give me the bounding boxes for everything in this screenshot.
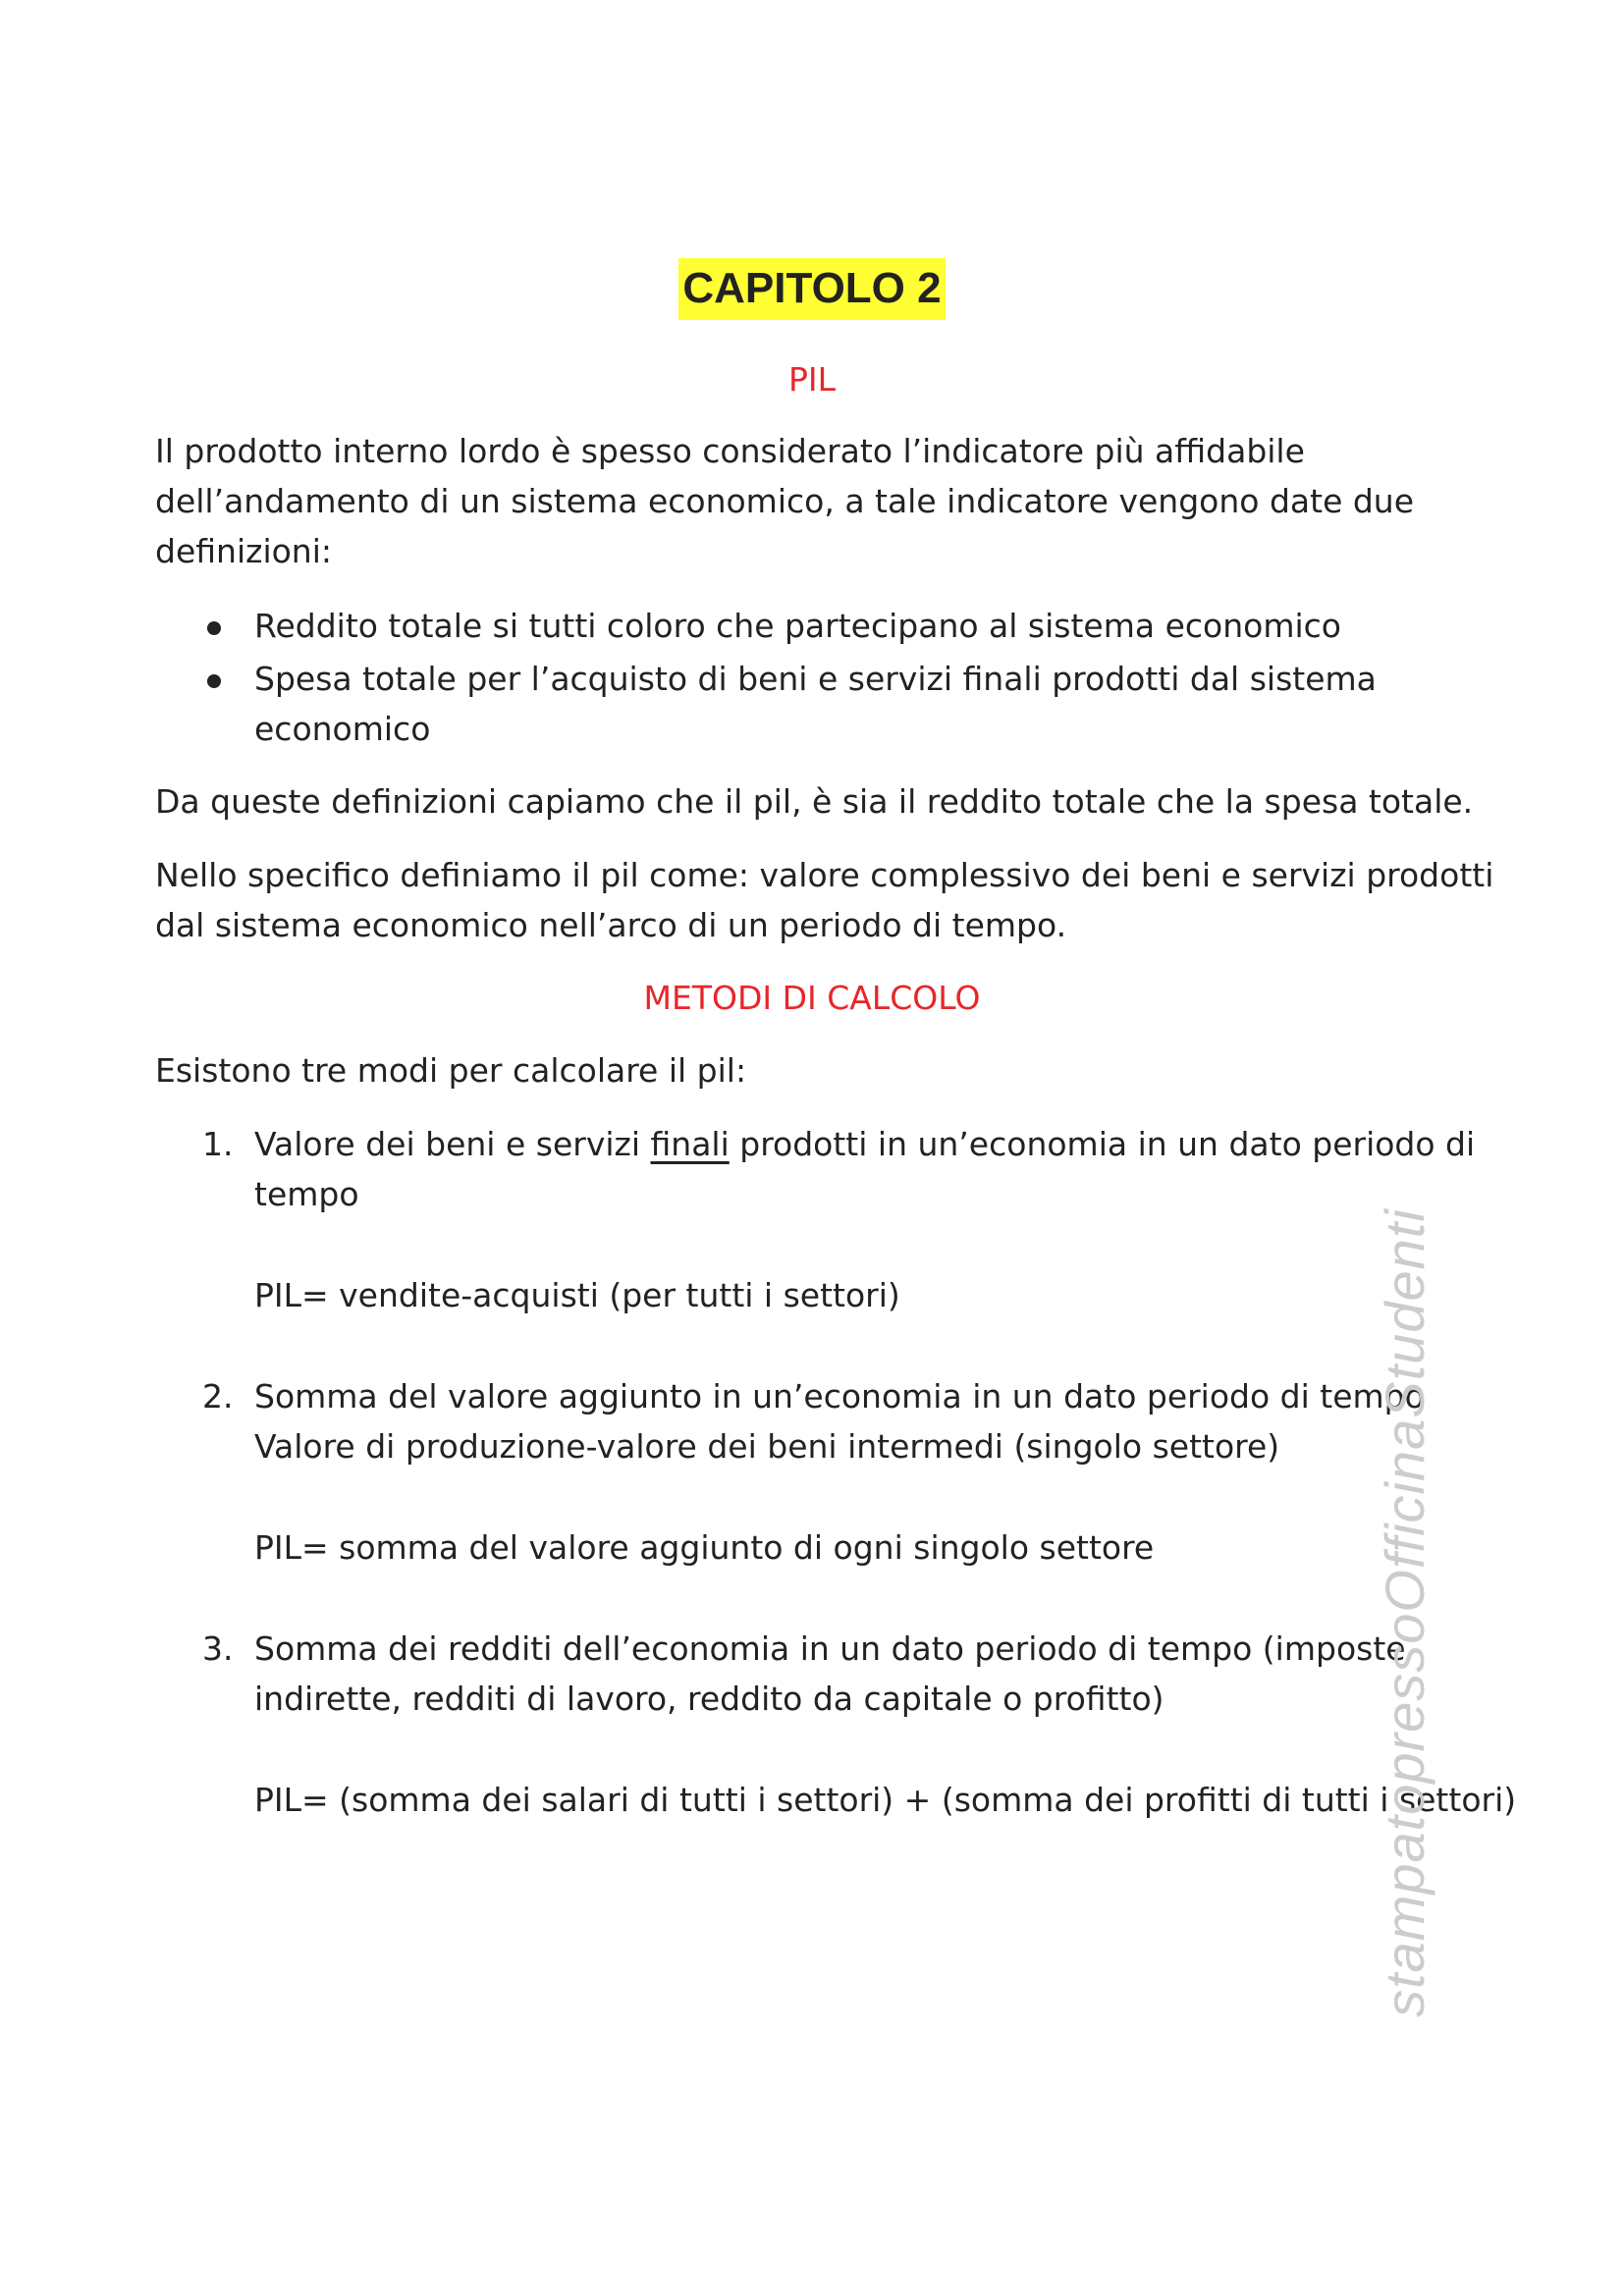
bullet-item-1: Reddito totale si tutti coloro che partecipano al sistema economico	[254, 607, 1341, 645]
bullet-dot	[207, 621, 221, 635]
watermark-text: stampatopressoOfficinaStudenti	[1374, 1208, 1435, 2017]
intro-line-1: Il prodotto interno lordo è spesso considerato l’indicatore più affidabile	[155, 432, 1305, 470]
bullet-item-2-line-1: Spesa totale per l’acquisto di beni e servizi finali prodotti dal sistema	[254, 660, 1377, 698]
list-number: 2.	[202, 1377, 234, 1415]
list-number: 3.	[202, 1629, 234, 1668]
method-3-formula: PIL= (somma dei salari di tutti i settori) + (somma dei profitti di tutti i settori)	[254, 1781, 1517, 1819]
section-heading-metodi: METODI DI CALCOLO	[643, 979, 981, 1017]
paragraph-specific-line-2: dal sistema economico nell’arco di un periodo di tempo.	[155, 906, 1067, 944]
method-3-line-1: Somma dei redditi dell’economia in un dato periodo di tempo (imposte	[254, 1629, 1406, 1668]
bullet-item-2-line-2: economico	[254, 710, 431, 748]
chapter-title	[0, 264, 1624, 312]
bullet-dot	[207, 674, 221, 688]
method-1-line-2: tempo	[254, 1175, 359, 1213]
section-heading-pil: PIL	[787, 360, 837, 399]
methods-intro: Esistono tre modi per calcolare il pil:	[155, 1051, 747, 1090]
underlined-word: finali	[650, 1125, 730, 1163]
intro-line-2: dell’andamento di un sistema economico, a tale indicatore vengono date due	[155, 482, 1415, 520]
intro-line-3: definizioni:	[155, 532, 333, 570]
method-1-line-1	[254, 1125, 1475, 1163]
method-2-line-1: Somma del valore aggiunto in un’economia in un dato periodo di tempo	[254, 1377, 1425, 1415]
paragraph-definitions: Da queste definizioni capiamo che il pil, è sia il reddito totale che la spesa totale.	[155, 782, 1474, 821]
method-3-line-2: indirette, redditi di lavoro, reddito da capitale o profitto)	[254, 1680, 1164, 1718]
method-1-formula: PIL= vendite-acquisti (per tutti i settori)	[254, 1276, 900, 1314]
paragraph-specific-line-1: Nello specifico definiamo il pil come: valore complessivo dei beni e servizi prodotti	[155, 856, 1494, 894]
method-2-formula: PIL= somma del valore aggiunto di ogni singolo settore	[254, 1528, 1155, 1567]
method-1-text-pre: Valore dei beni e servizi	[254, 1125, 651, 1163]
list-number: 1.	[202, 1125, 234, 1163]
chapter-title-text: CAPITOLO 2	[678, 258, 945, 320]
method-2-line-2: Valore di produzione-valore dei beni intermedi (singolo settore)	[254, 1427, 1280, 1466]
method-1-text-post: prodotti in un’economia in un dato periodo di	[729, 1125, 1476, 1163]
